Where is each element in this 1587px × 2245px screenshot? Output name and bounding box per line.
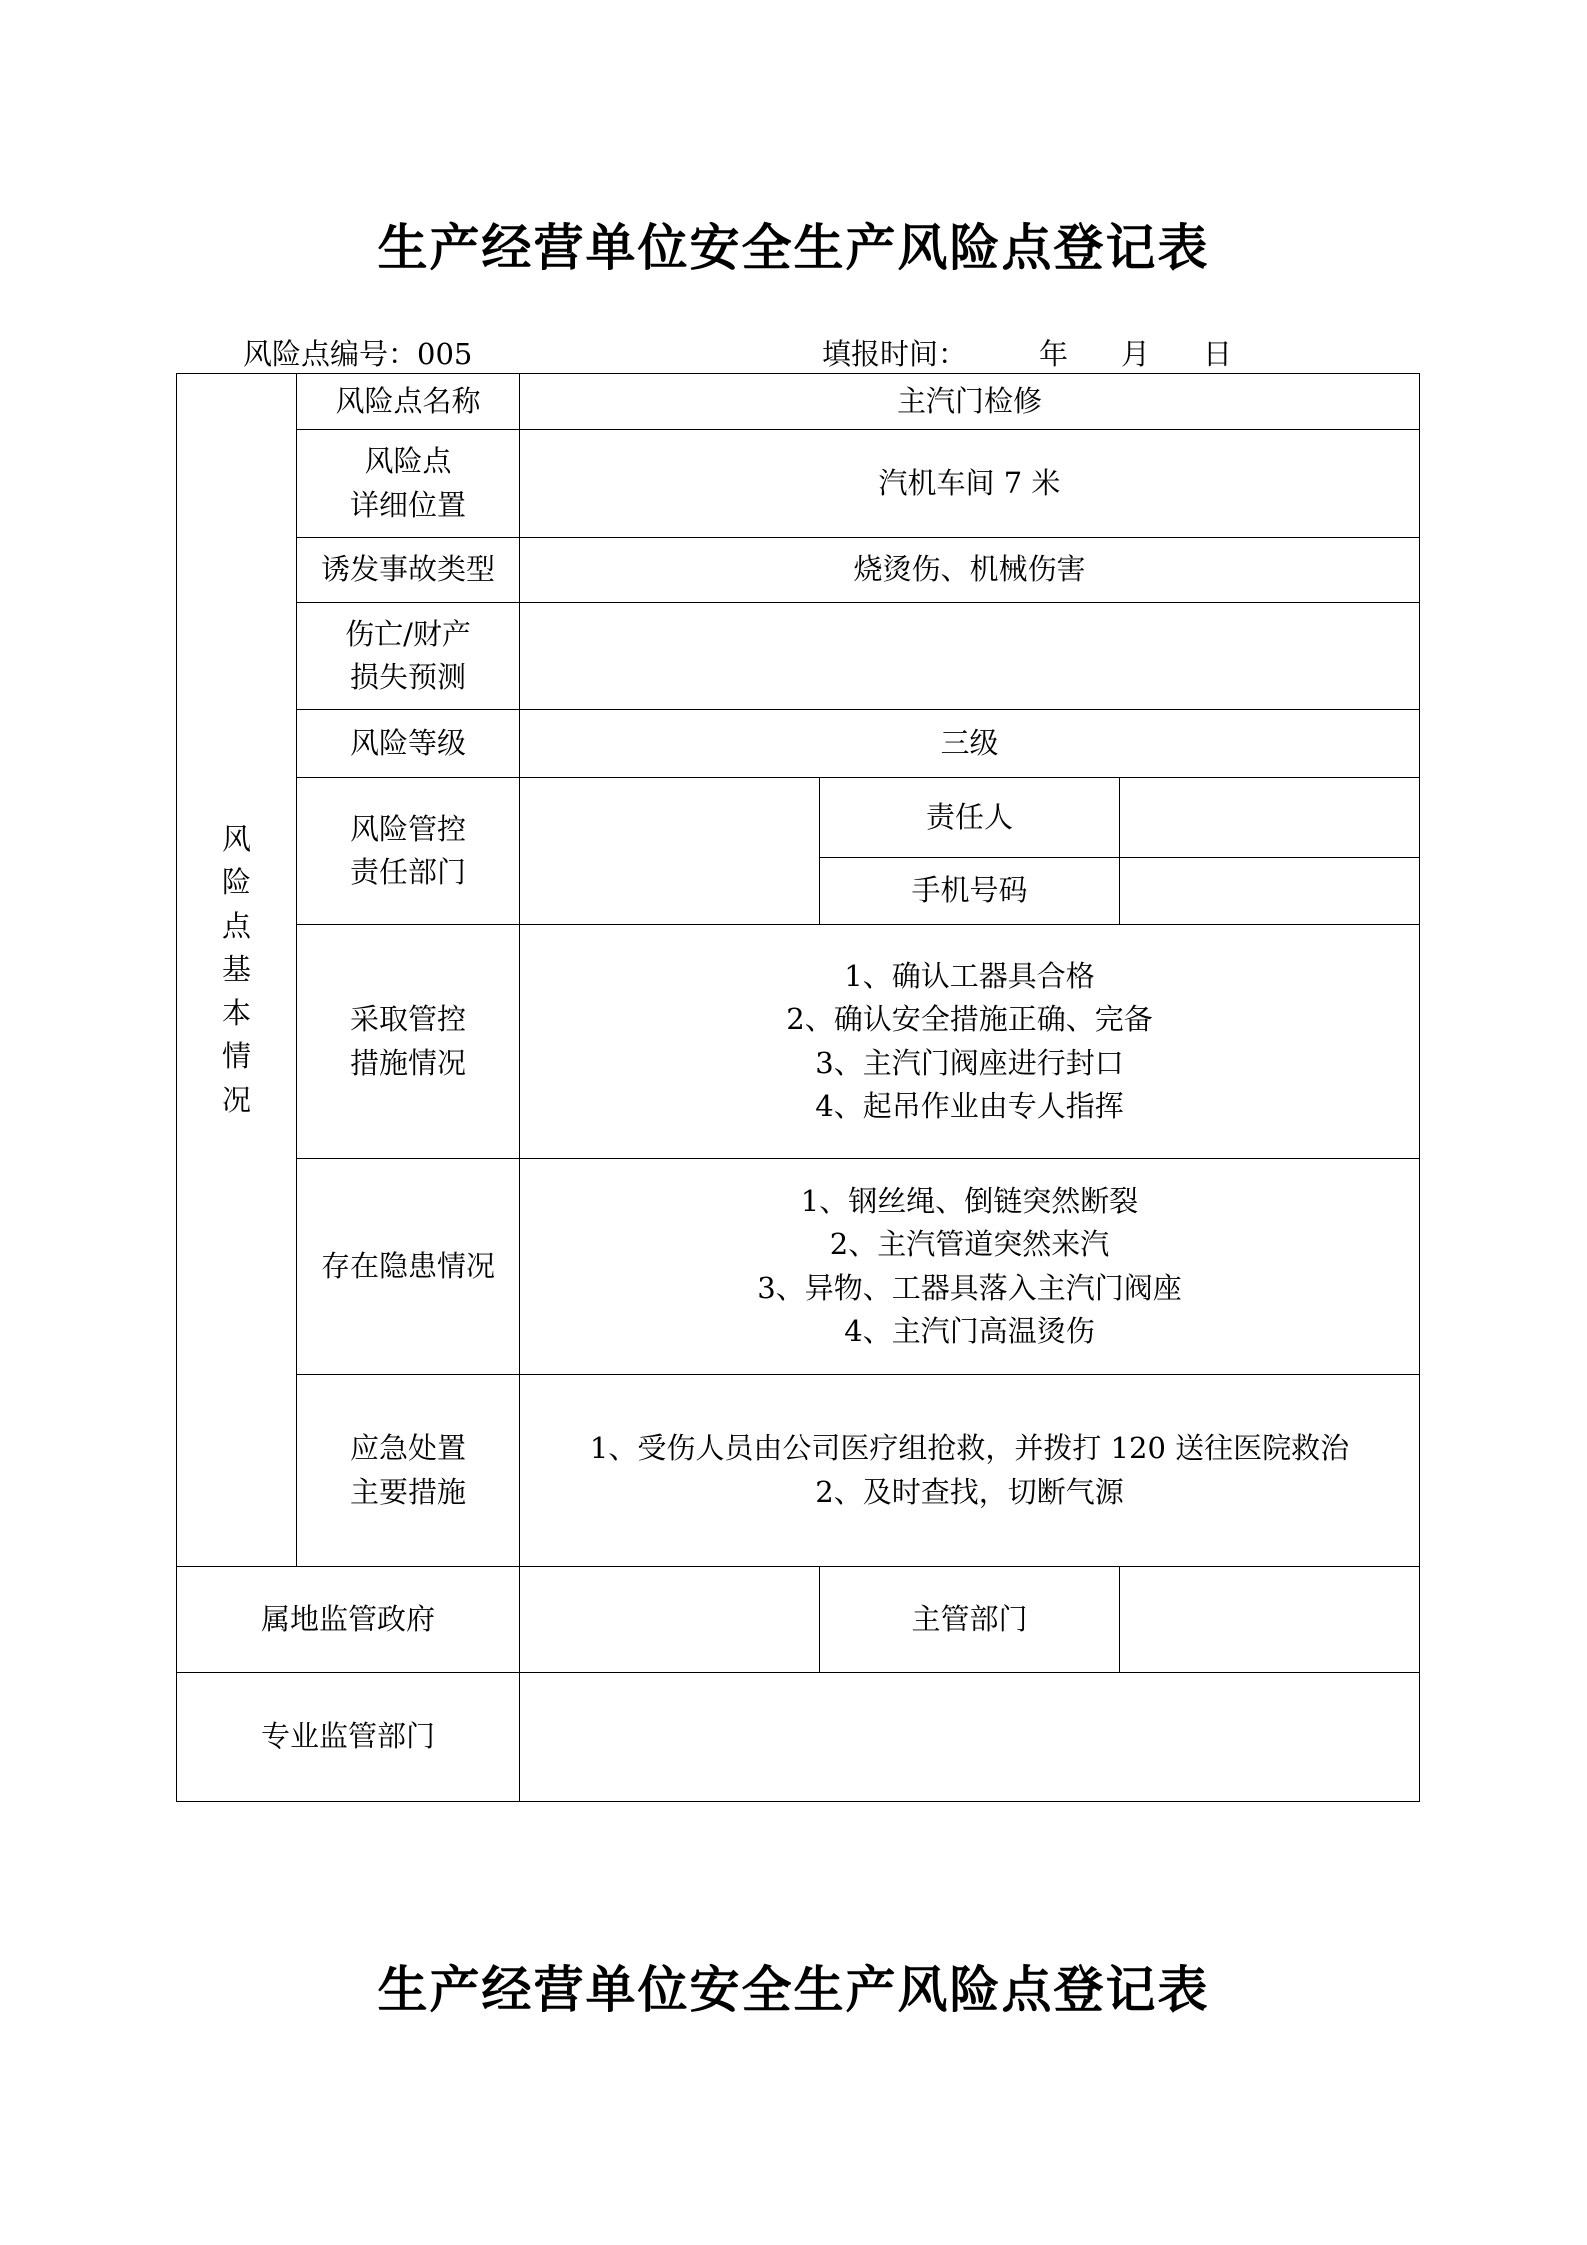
fill-time-label: 填报时间： <box>822 337 968 371</box>
fill-time-month: 月 <box>1121 337 1151 371</box>
list-item: 4、起吊作业由专人指挥 <box>815 1089 1124 1123</box>
list-item: 1、确认工器具合格 <box>844 958 1095 993</box>
accident-type-label: 诱发事故类型 <box>297 538 520 603</box>
responsible-person-value <box>1120 778 1420 858</box>
location-value: 汽机车间 7 米 <box>520 430 1420 538</box>
hazards-label: 存在隐患情况 <box>297 1159 520 1375</box>
local-gov-value <box>520 1567 820 1673</box>
list-item: 3、异物、工器具落入主汽门阀座 <box>757 1270 1182 1305</box>
risk-number <box>243 332 472 373</box>
list-item: 1、钢丝绳、倒链突然断裂 <box>800 1183 1139 1218</box>
emergency-list <box>520 1375 1420 1567</box>
form-title-next-page: 生产经营单位安全生产风险点登记表 <box>377 1961 1210 2019</box>
responsible-person-label: 责任人 <box>820 778 1120 858</box>
list-item: 4、主汽门高温烫伤 <box>844 1314 1095 1348</box>
emergency-label: 应急处置 主要措施 <box>297 1375 520 1567</box>
fill-time-day: 日 <box>1203 337 1233 371</box>
pro-dept-label: 专业监管部门 <box>177 1673 520 1802</box>
risk-number-value: 005 <box>417 337 473 371</box>
dept-value <box>520 778 820 925</box>
list-item: 2、主汽管道突然来汽 <box>829 1227 1110 1261</box>
loss-forecast-label: 伤亡/财产 损失预测 <box>297 603 520 710</box>
loss-forecast-value <box>520 603 1420 710</box>
measures-label: 采取管控 措施情况 <box>297 925 520 1159</box>
fill-time-year: 年 <box>1039 337 1069 371</box>
list-item: 2、及时查找，切断气源 <box>815 1474 1124 1509</box>
fill-time <box>822 332 1232 373</box>
risk-number-label: 风险点编号： <box>243 337 418 371</box>
risk-level-label: 风险等级 <box>297 710 520 778</box>
dept-label: 风险管控 责任部门 <box>297 778 520 925</box>
list-item: 2、确认安全措施正确、完备 <box>786 1002 1153 1036</box>
phone-label: 手机号码 <box>820 858 1120 925</box>
risk-name-label: 风险点名称 <box>297 374 520 430</box>
list-item: 3、主汽门阀座进行封口 <box>815 1045 1124 1080</box>
section-label: 风 险 点 基 本 情 况 <box>177 374 297 1567</box>
phone-value <box>1120 858 1420 925</box>
local-gov-label: 属地监管政府 <box>177 1567 520 1673</box>
accident-type-value: 烧烫伤、机械伤害 <box>520 538 1420 603</box>
hazards-list <box>520 1159 1420 1375</box>
risk-register-table <box>176 373 1420 1802</box>
list-item: 1、受伤人员由公司医疗组抢救，并拨打 120 送往医院救治 <box>589 1431 1350 1465</box>
risk-level-value: 三级 <box>520 710 1420 778</box>
risk-name-value: 主汽门检修 <box>520 374 1420 430</box>
form-title: 生产经营单位安全生产风险点登记表 <box>377 219 1210 277</box>
pro-dept-value <box>520 1673 1420 1802</box>
location-label: 风险点 详细位置 <box>297 430 520 538</box>
measures-list <box>520 925 1420 1159</box>
competent-dept-label: 主管部门 <box>820 1567 1120 1673</box>
competent-dept-value <box>1120 1567 1420 1673</box>
